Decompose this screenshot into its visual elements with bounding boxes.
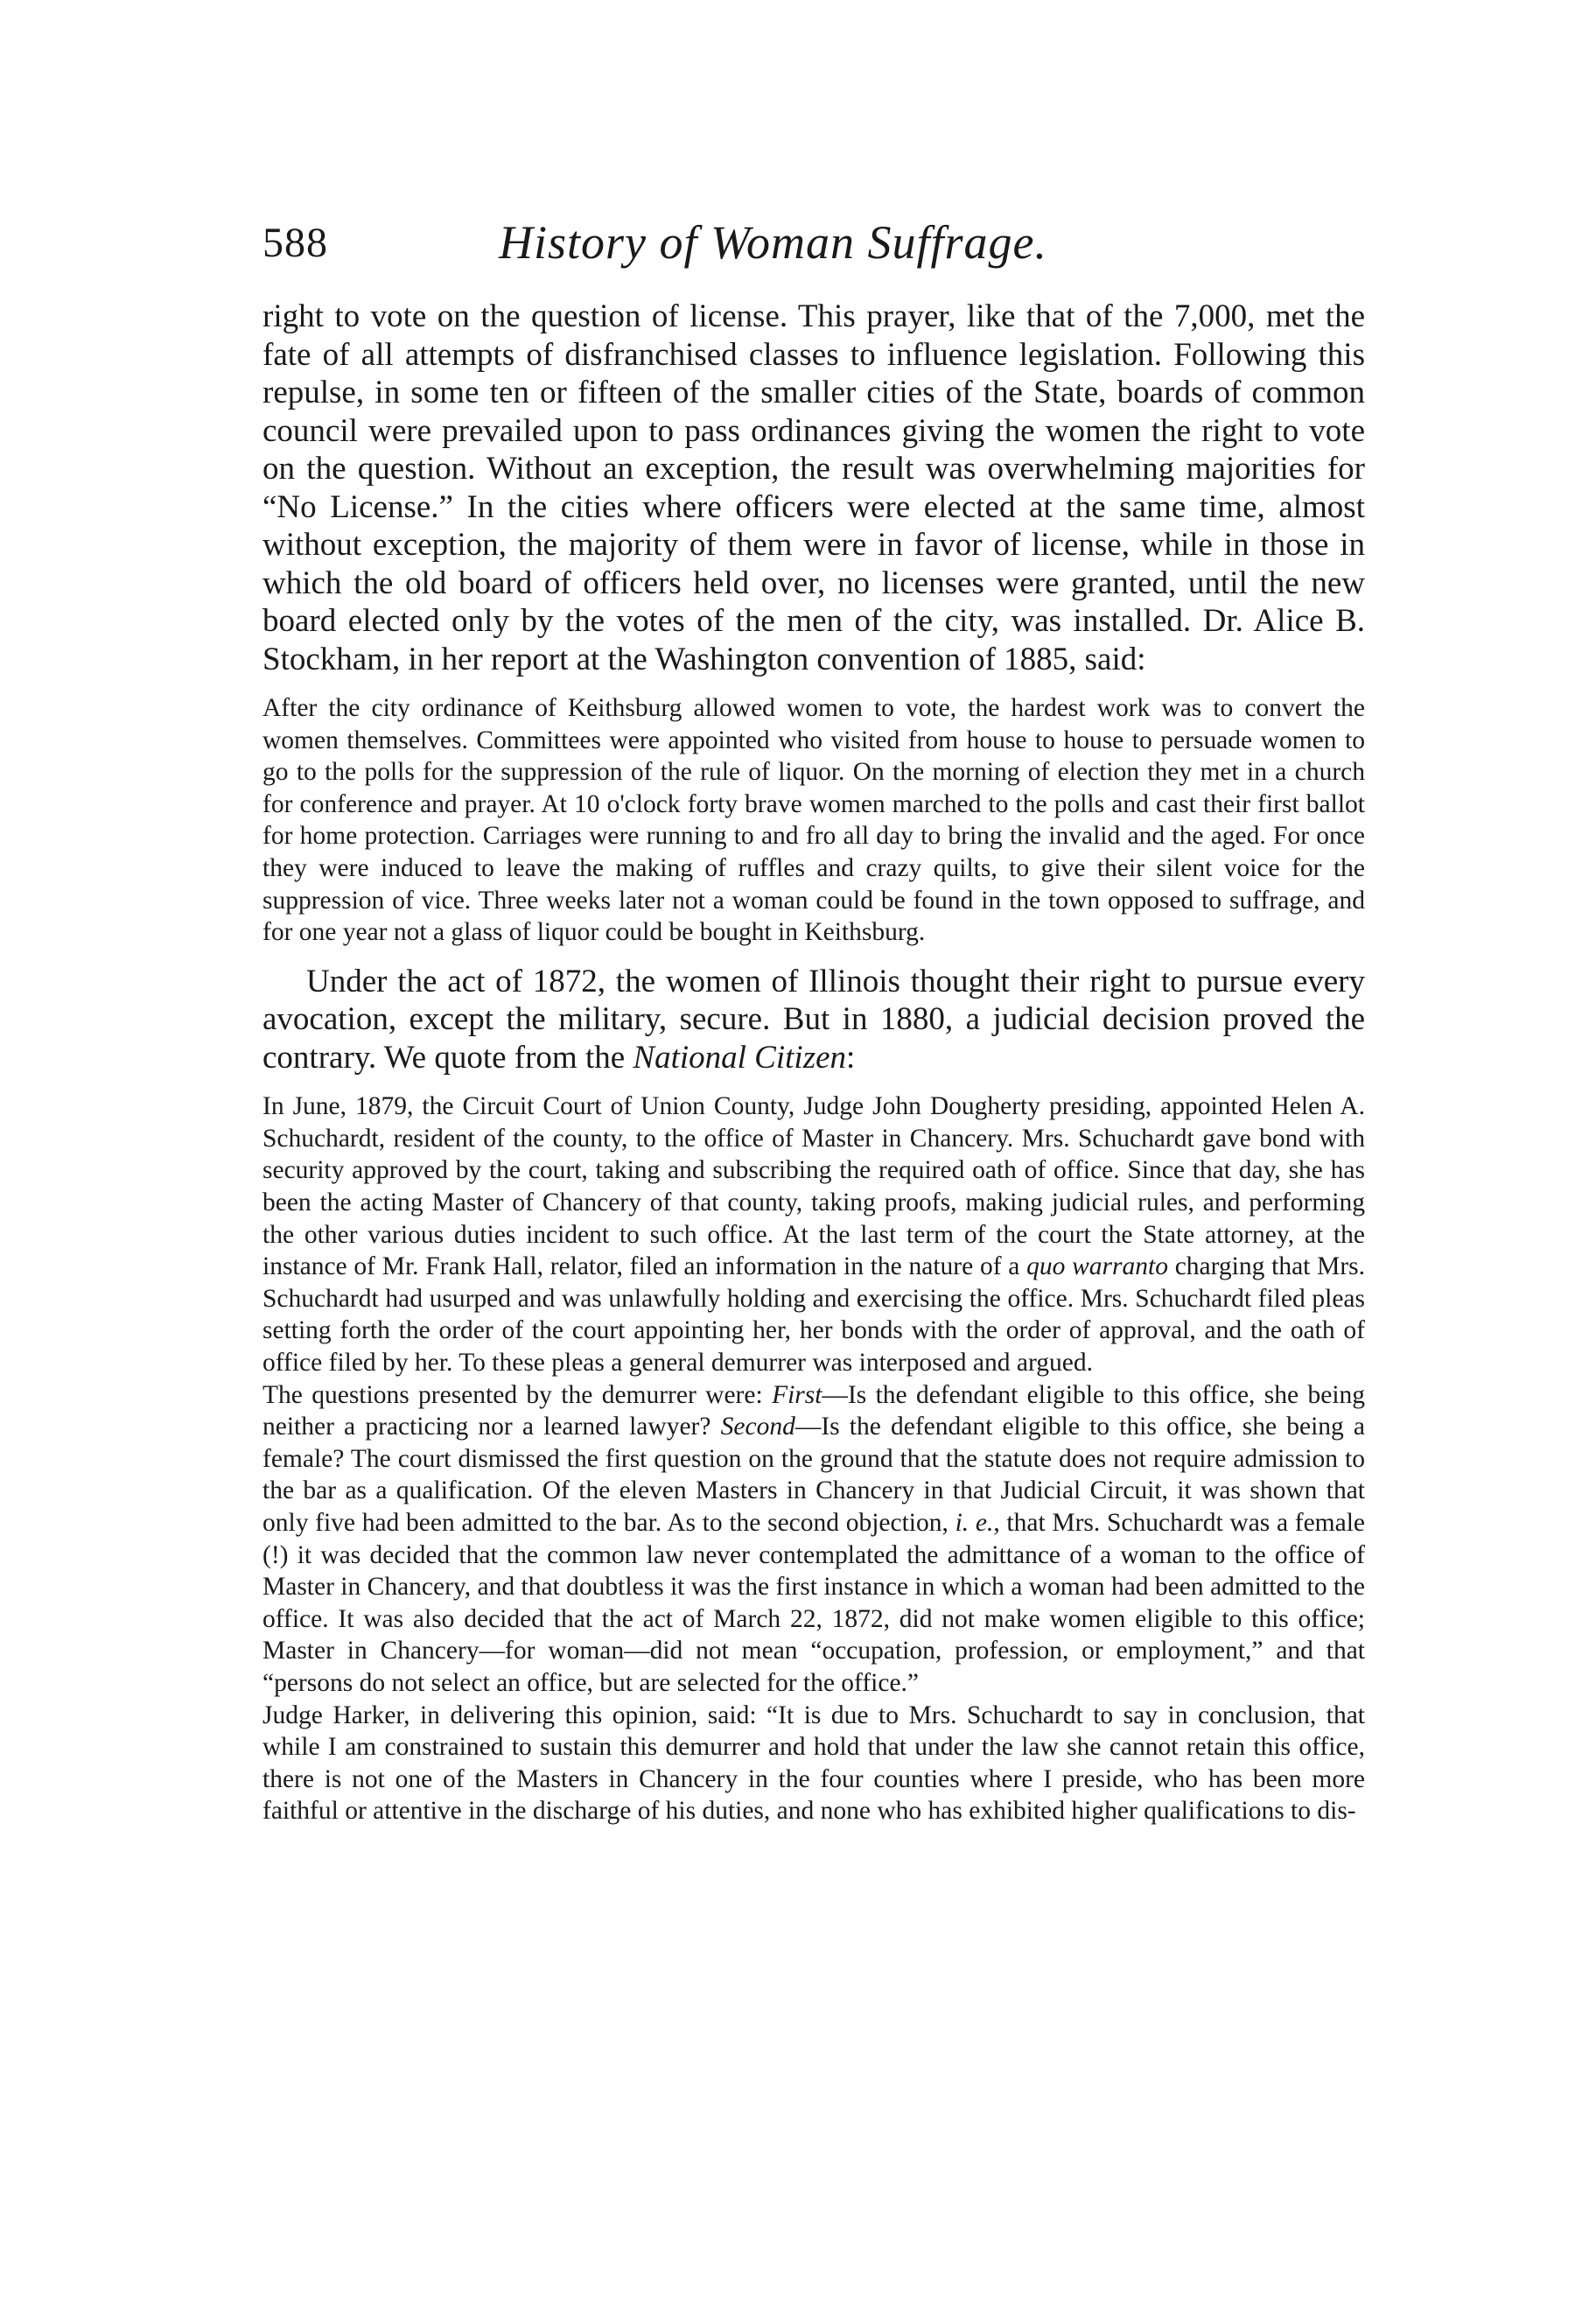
block-quote-stockham bbox=[262, 692, 1365, 949]
quote-paragraph-schuchardt bbox=[262, 1090, 1365, 1378]
block-quote-national-citizen bbox=[262, 1090, 1365, 1827]
first-label: First bbox=[772, 1380, 822, 1409]
quote2b-start: The questions presented by the demurrer were: bbox=[262, 1380, 763, 1409]
quote-paragraph-keithsburg: After the city ordinance of Keithsburg allowed women to vote, the hardest work was to convert the women themselves. Committees were appointed who visited from house to house to persuade women to go to the polls for the suppression of the rule of liquor. On the morning of election they met in a church for conference and prayer. At 10 o'clock forty brave women marched to the polls and cast their first ballot for home protection. Carriages were running to and fro all day to bring the invalid and the aged. For once they were induced to leave the making of ruffles and crazy quilts, to give their silent voice for the suppression of vice. Three weeks later not a woman could be found in the town opposed to suffrage, and for one year not a glass of liquor could be bought in Keithsburg. bbox=[262, 694, 1365, 947]
quote2a-end: charging that Mrs. Schuchardt had usurped and was unlawfully holding and exercising the office. Mrs. Schuchardt filed pleas setting forth the order of the court appointing her, her bonds with the order of approval, and the oath of office filed by her. To these pleas a general demurrer was interposed and argued. bbox=[262, 1252, 1366, 1377]
quote2a-text: In June, 1879, the Circuit Court of Union County, Judge John Dougherty presiding, appointed Helen A. Schuchardt, resident of the county, to the office of Master in Chancery. Mrs. Schuchardt gave bond with security approved by the court, taking and subscribing the required oath of office. Since that day, she has been the acting Master of Chancery of that county, taking proofs, making judicial rules, and performing the other various duties incident to such office. At the last term of the court the State attorney, at the instance of Mr. Frank Hall, relator, filed an information in the nature of a bbox=[262, 1092, 1365, 1281]
page-number: 588 bbox=[262, 220, 328, 266]
quote2b-mid1: —Is the defendant eligible to this office, she being neither a practicing nor a learned lawyer? bbox=[262, 1380, 1366, 1441]
book-page bbox=[262, 210, 1365, 1841]
body-paragraph-2 bbox=[262, 963, 1365, 1077]
running-title: History of Woman Suffrage. bbox=[499, 216, 1048, 269]
second-label: Second bbox=[720, 1413, 795, 1441]
para2-text: Under the act of 1872, the women of Illinois thought their right to pursue every avocation, except the military, secure. But in 1880, a judicial decision proved the contrary. We quote from the bbox=[262, 963, 1365, 1076]
quo-warranto: quo warranto bbox=[1026, 1252, 1168, 1281]
para2-end: : bbox=[846, 1039, 856, 1076]
ie-abbrev: i. e. bbox=[955, 1508, 994, 1537]
quote2b-end: , that Mrs. Schuchardt was a female (!) it was decided that the common law never contemplated the admittance of a woman to the office of Master in Chancery, and that doubtless it was the first instance in which a woman had been admitted to the office. It was also decided that the act of March 22, 1872, did not make women eligible to this office; Master in Chancery—for woman—did not mean “occupation, profession, or employment,” and that “persons do not select an office, but are selected for the office.” bbox=[262, 1508, 1366, 1697]
body-paragraph-1: right to vote on the question of license. This prayer, like that of the 7,000, met the fate of all attempts of disfranchised classes to influence legislation. Following this repulse, in some ten or fifteen of the smaller cities of the State, boards of common council were prevailed upon to pass ordinances giving the women the right to vote on the question. Without an exception, the result was overwhelming majorities for “No License.” In the cities where officers were elected at the same time, almost without exception, the majority of them were in favor of license, while in those in which the old board of officers held over, no licenses were granted, until the new board elected only by the votes of the men of the city, was installed. Dr. Alice B. Stockham, in her report at the Washington convention of 1885, said: bbox=[262, 298, 1365, 677]
source-title: National Citizen bbox=[633, 1039, 847, 1076]
quote-paragraph-harker: Judge Harker, in delivering this opinion, said: “It is due to Mrs. Schuchardt to say in conclusion, that while I am constrained to sustain this demurrer and hold that under the law she cannot retain this office, there is not one of the Masters in Chancery in the four counties where I preside, who has been more faithful or attentive in the discharge of his duties, and none who has exhibited higher qualifications to dis- bbox=[262, 1700, 1365, 1826]
page-header bbox=[262, 210, 1365, 298]
quote2b-mid2: —Is the defendant eligible to this office, she being a female? The court dismissed the first question on the ground that the statute does not require admission to the bar as a qualification. Of the eleven Masters in Chancery in that Judicial Circuit, it was shown that only five had been admitted to the bar. As to the second objection, bbox=[262, 1413, 1366, 1537]
quote-paragraph-demurrer bbox=[262, 1379, 1365, 1700]
